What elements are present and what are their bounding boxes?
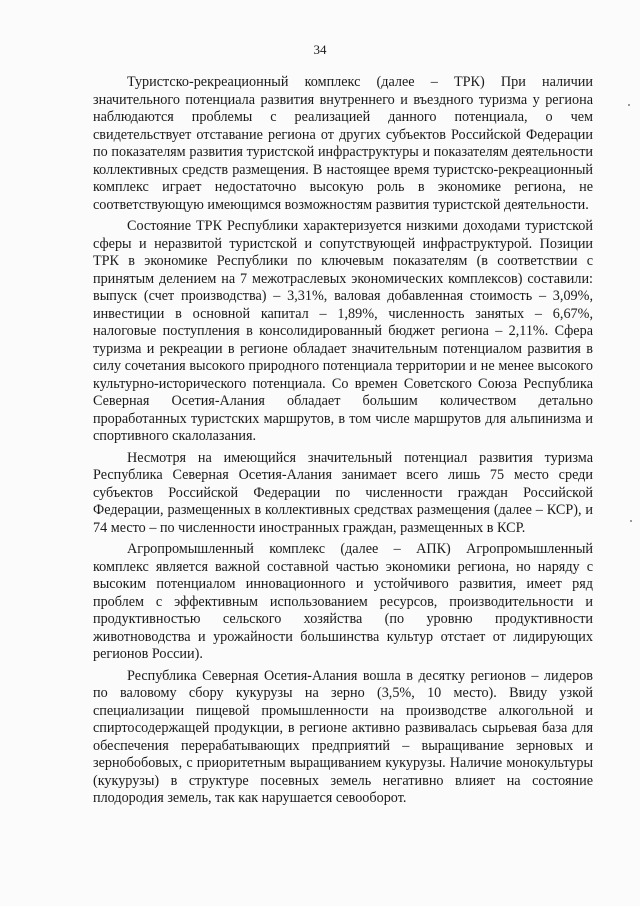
paragraph-tourism-ranking: Несмотря на имеющийся значительный потенциал развития туризма Республика Северная Осетия-Алания занимает всего лишь 75 место среди субъектов Российской Федерации по численности граждан Российской Федерации, размещенных в коллективных средствах размещения (далее – КСР), и 74 место – по численности иностранных граждан, размещенных в КСР.	[93, 449, 593, 536]
page-number: 34	[313, 42, 327, 57]
paragraph-trk-state: Состояние ТРК Республики характеризуется низкими доходами туристской сферы и неразвитой туристской и сопутствующей инфраструктурой. Позиции ТРК в экономике Республики по ключевым показателям (в соответствии с принятым делением на 7 межотраслевых экономических комплексов) составили: выпуск (счет производства) – 3,31%, валовая добавленная стоимость – 3,09%, инвестиции в основной капитал – 1,89%, численность занятых – 6,67%, налоговые поступления в консолидированный бюджет региона – 2,11%. Сфера туризма и рекреации в регионе обладает значительным потенциалом развития в силу сочетания высокого природного потенциала территории и не менее высокого культурно-исторического потенциала. Со времен Советского Союза Республика Северная Осетия-Алания обладает большим количеством детально проработанных туристских маршрутов, в том числе маршрутов для альпинизма и спортивного скалолазания.	[93, 218, 593, 444]
scan-speck	[630, 520, 632, 522]
scan-speck	[628, 104, 630, 106]
paragraph-corn-harvest: Республика Северная Осетия-Алания вошла в десятку регионов – лидеров по валовому сбору кукурузы на зерно (3,5%, 10 место). Ввиду узкой специализации пищевой промышленности на производстве алкогольной и спиртосодержащей продукции, в регионе активно развивалась сырьевая база для обеспечения перерабатывающих предприятий – выращивание зерновых и зернобобовых, с приоритетным выращиванием кукурузы. Наличие монокультуры (кукурузы) в структуре посевных земель негативно влияет на состояние плодородия земель, так как нарушается севооборот.	[93, 667, 593, 806]
paragraph-tourism-complex: Туристско-рекреационный комплекс (далее – ТРК) При наличии значительного потенциала развития внутреннего и въездного туризма у региона наблюдаются проблемы с реализацией данного потенциала, о чем свидетельствует отставание региона от других субъектов Российской Федерации по показателям развития туристской инфраструктуры и показателям деятельности коллективных средств размещения. В настоящее время туристско-рекреационный комплекс играет недостаточно высокую роль в экономике региона, не соответствующую имеющимся возможностям развития туристской деятельности.	[93, 74, 593, 213]
paragraph-agro-complex: Агропромышленный комплекс (далее – АПК) Агропромышленный комплекс является важной составной частью экономики региона, но наряду с высоким потенциалом инновационного и устойчивого развития, имеет ряд проблем с эффективным использованием ресурсов, производительности и продуктивностью сельского хозяйства (по уровню продуктивности животноводства и урожайности большинства культур отстает от лидирующих регионов России).	[93, 541, 593, 662]
body-text	[93, 74, 593, 812]
